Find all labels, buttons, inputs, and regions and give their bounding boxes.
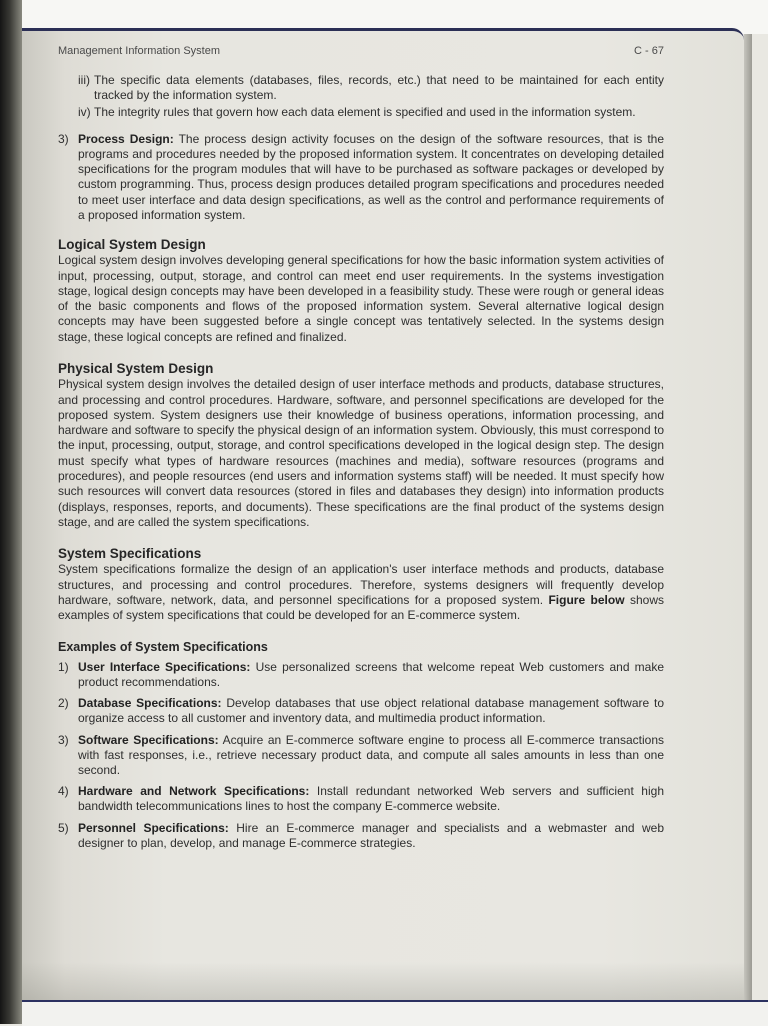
examples-heading: Examples of System Specifications: [58, 639, 268, 654]
list-marker: 2): [58, 696, 69, 711]
example-text: [78, 660, 664, 690]
page-number: C - 67: [634, 45, 664, 57]
scan-binding-edge: [0, 0, 22, 1024]
list-item: [58, 733, 664, 779]
data-design-sub-list: [58, 73, 664, 120]
running-header: [58, 44, 664, 59]
example-text: [78, 784, 664, 814]
example-body: Hire an E-commerce manager and specialists and a webmaster and web designer to plan, develop, and manage E-commerce strategies.: [78, 820, 664, 850]
list-item-text: The specific data elements (databases, files, records, etc.) that need to be maintained for each entity tracked by the information system.: [94, 73, 664, 103]
section-heading-logical-design: Logical System Design: [58, 237, 206, 253]
example-term: Database Specifications:: [78, 696, 222, 711]
example-text: [78, 821, 664, 851]
example-term: Software Specifications:: [78, 732, 219, 747]
figure-reference: Figure below: [548, 592, 625, 607]
list-item: [58, 105, 664, 120]
example-text: [78, 733, 664, 779]
process-design-item: [58, 132, 664, 223]
list-marker: 4): [58, 784, 69, 799]
list-marker: iv): [78, 104, 91, 119]
list-marker: 5): [58, 820, 69, 835]
example-text: [78, 696, 664, 726]
section-heading-physical-design: Physical System Design: [58, 361, 214, 377]
list-marker: 1): [58, 659, 69, 674]
scan-bottom-margin: [22, 1000, 768, 1026]
example-term: User Interface Specifications:: [78, 659, 251, 674]
examples-list: [58, 660, 664, 851]
process-design-body: The process design activity focuses on the design of the software resources, that is the programs and procedures needed by the proposed information system. It concentrates on developing detailed specifications for the program modules that will have to be purchased as software packages or developed by custom programming. Thus, process design produces detailed program specifications and procedures needed to meet user interface and data design specifications, as well as the control and performance requirements of a proposed information system.: [78, 131, 664, 222]
example-body: Use personalized screens that welcome repeat Web customers and make product recommendations.: [78, 659, 664, 689]
page-content: [58, 44, 664, 857]
list-marker: 3): [58, 732, 69, 747]
list-item: [58, 696, 664, 726]
process-design-text: [78, 132, 664, 223]
page-right-edge: [744, 34, 752, 1009]
list-item-text: The integrity rules that govern how each data element is specified and used in the information system.: [94, 104, 636, 119]
spec-text-after: shows examples of system specifications that could be developed for an E-commerce system.: [58, 592, 664, 623]
example-body: Acquire an E-commerce software engine to process all E-commerce transactions with fast responses, i.e., retrieve necessary product data, and compute all sales amounts in less than one second.: [78, 732, 665, 777]
book-title: Management Information System: [58, 45, 221, 57]
list-item: [58, 821, 664, 851]
section-heading-system-specifications: System Specifications: [58, 546, 202, 562]
list-item: [58, 73, 664, 103]
section-body-physical-design: Physical system design involves the detailed design of user interface methods and products, database structures, and processing and control procedures. Hardware, software, and personnel specifications are developed for the proposed system. System designers use their knowledge of business operations, information processing, and hardware and software to specify the physical design of an information system. Obviously, this must correspond to the input, processing, output, storage, and control specifications developed in the logical design step. The design must specify what types of hardware resources (machines and media), software resources (programs and procedures), and people resources (end users and information systems staff) will be needed. It must specify how such resources will convert data resources (stored in files and databases they design) into information products (displays, responses, reports, and documents). These specifications are the final product of the systems design stage, and are called the system specifications.: [58, 377, 664, 529]
spec-text-before: System specifications formalize the design of an application's user interface methods and products, database structures, and processing and control procedures. Therefore, systems designers will frequently develop hardware, software, network, data, and personnel specifications for a proposed system.: [58, 562, 664, 607]
example-body: Develop databases that use object relational database management software to organize access to all customer and inventory data, and multimedia product information.: [78, 696, 664, 726]
example-term: Hardware and Network Specifications:: [78, 784, 310, 799]
section-body-logical-design: Logical system design involves developing general specifications for how the basic information system activities of input, processing, output, storage, and control can meet end user requirements. In the systems investigation stage, logical design concepts may have been developed in a feasibility study. These were rough or general ideas of the basic components and flows of the proposed information system. Several alternative logical design concepts may have been suggested before a single concept was tentatively selected. In the systems design stage, these logical concepts are refined and finalized.: [58, 253, 664, 344]
example-body: Install redundant networked Web servers and sufficient high bandwidth telecommunications lines to host the company E-commerce website.: [78, 784, 664, 814]
list-marker: 3): [58, 131, 69, 146]
list-marker: iii): [78, 73, 90, 88]
example-term: Personnel Specifications:: [78, 820, 229, 835]
process-design-term: Process Design:: [78, 131, 174, 146]
page-bottom-shadow: [22, 962, 744, 1000]
list-item: [58, 784, 664, 814]
section-body-system-specifications: [58, 562, 664, 623]
list-item: [58, 660, 664, 690]
